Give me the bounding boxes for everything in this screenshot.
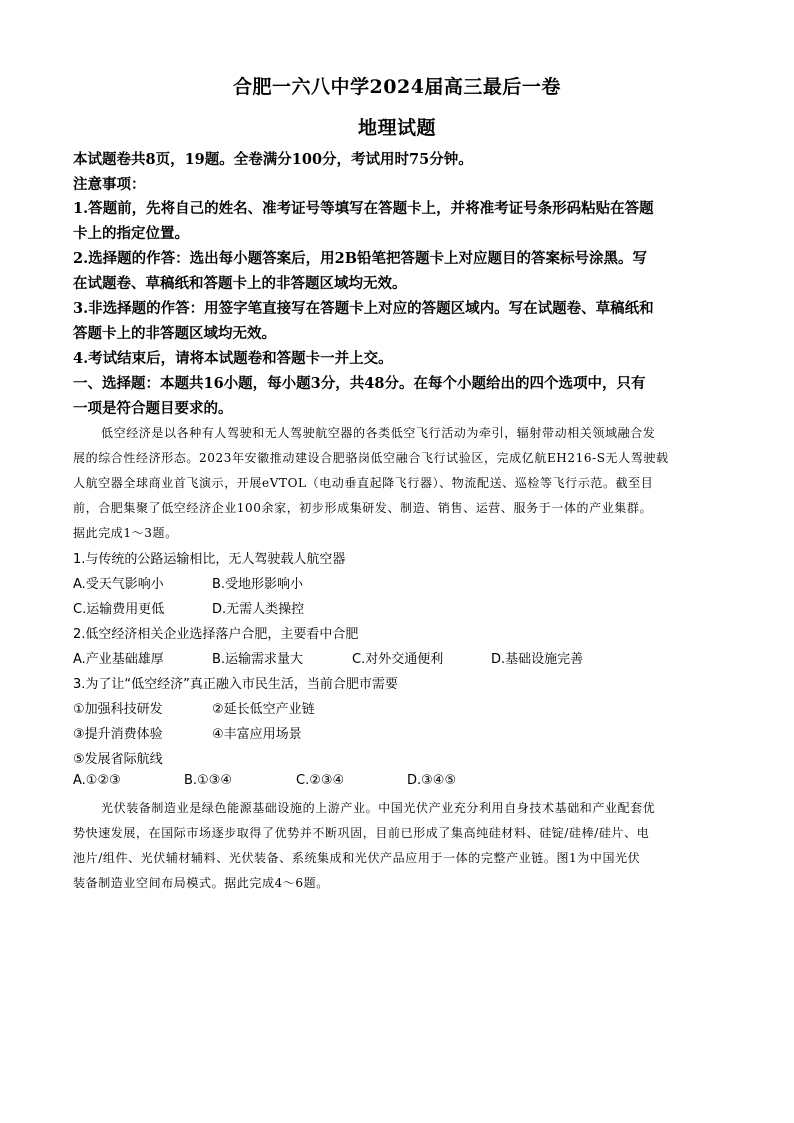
question-3-option-b: B.①③④ — [184, 773, 233, 788]
question-3-item-5: ⑤发展省际航线 — [73, 752, 163, 767]
question-1-option-c: C.运输费用更低 — [73, 602, 165, 617]
notice-item-4: 4.考试结束后，请将本试题卷和答题卡一并上交。 — [73, 350, 393, 367]
subject-title: 地理试题 — [357, 117, 436, 139]
question-2-option-a: A.产业基础雄厚 — [73, 652, 164, 667]
question-3-option-d: D.③④⑤ — [407, 773, 457, 788]
notice-item-1-cont: 卡上的指定位置。 — [73, 225, 189, 242]
question-3-stem: 3.为了让“低空经济”真正融入市民生活，当前合肥市需要 — [73, 677, 398, 692]
question-3-option-a: A.①②③ — [73, 773, 121, 788]
section-heading: 一、选择题：本题共16小题，每小题3分，共48分。在每个小题给出的四个选项中，只有 — [73, 375, 646, 392]
passage-2-line: 装备制造业空间布局模式。据此完成4～6题。 — [73, 876, 329, 890]
passage-2-line: 势快速发展，在国际市场逐步取得了优势并不断巩固，目前已形成了集高纯硅材料、硅锭/硅棒/硅片、电 — [73, 826, 650, 840]
passage-1-line: 人航空器全球商业首飞演示，开展eVTOL（电动垂直起降飞行器）、物流配送、巡检等飞行示范。截至目 — [73, 476, 654, 490]
question-3-item-2: ②延长低空产业链 — [212, 702, 315, 717]
question-3-option-c: C.②③④ — [296, 773, 345, 788]
passage-1-line: 前，合肥集聚了低空经济企业100余家，初步形成集研发、制造、销售、运营、服务于一体的产业集群。 — [73, 501, 653, 515]
section-heading-cont: 一项是符合题目要求的。 — [73, 400, 233, 417]
notice-heading: 注意事项： — [73, 176, 146, 193]
question-2-option-b: B.运输需求量大 — [212, 652, 304, 667]
passage-2-line: 光伏装备制造业是绿色能源基础设施的上游产业。中国光伏产业充分利用自身技术基础和产业配套优 — [101, 801, 656, 815]
passage-2-line: 池片/组件、光伏辅材辅料、光伏装备、系统集成和光伏产品应用于一体的完整产业链。图1为中国光伏 — [73, 851, 641, 865]
passage-1-line: 据此完成1～3题。 — [73, 526, 178, 540]
question-1-stem: 1.与传统的公路运输相比，无人驾驶载人航空器 — [73, 552, 346, 567]
notice-item-2-cont: 在试题卷、草稿纸和答题卡上的非答题区域均无效。 — [73, 275, 407, 292]
passage-1-line: 低空经济是以各种有人驾驶和无人驾驶航空器的各类低空飞行活动为牵引，辐射带动相关领域融合发 — [101, 426, 656, 440]
question-1-option-b: B.受地形影响小 — [212, 577, 304, 592]
question-3-item-4: ④丰富应用场景 — [212, 727, 302, 742]
exam-title: 合肥一六八中学2024届高三最后一卷 — [233, 76, 561, 98]
exam-intro: 本试题卷共8页，19题。全卷满分100分，考试用时75分钟。 — [73, 151, 473, 168]
notice-item-1: 1.答题前，先将自己的姓名、准考证号等填写在答题卡上，并将准考证号条形码粘贴在答题 — [73, 200, 654, 217]
question-1-option-a: A.受天气影响小 — [73, 577, 164, 592]
passage-1-line: 展的综合性经济形态。2023年安徽推动建设合肥骆岗低空融合飞行试验区，完成亿航EH216-S无人驾驶载 — [73, 451, 669, 465]
question-2-option-c: C.对外交通便利 — [352, 652, 444, 667]
question-3-item-3: ③提升消费体验 — [73, 727, 163, 742]
question-2-option-d: D.基础设施完善 — [491, 652, 584, 667]
notice-item-3: 3.非选择题的作答：用签字笔直接写在答题卡上对应的答题区域内。写在试题卷、草稿纸和 — [73, 300, 654, 317]
notice-item-2: 2.选择题的作答：选出每小题答案后，用2B铅笔把答题卡上对应题目的答案标号涂黑。写 — [73, 250, 647, 267]
question-1-option-d: D.无需人类操控 — [212, 602, 305, 617]
question-2-stem: 2.低空经济相关企业选择落户合肥，主要看中合肥 — [73, 627, 359, 642]
notice-item-3-cont: 答题卡上的非答题区域均无效。 — [73, 325, 276, 342]
question-3-item-1: ①加强科技研发 — [73, 702, 163, 717]
